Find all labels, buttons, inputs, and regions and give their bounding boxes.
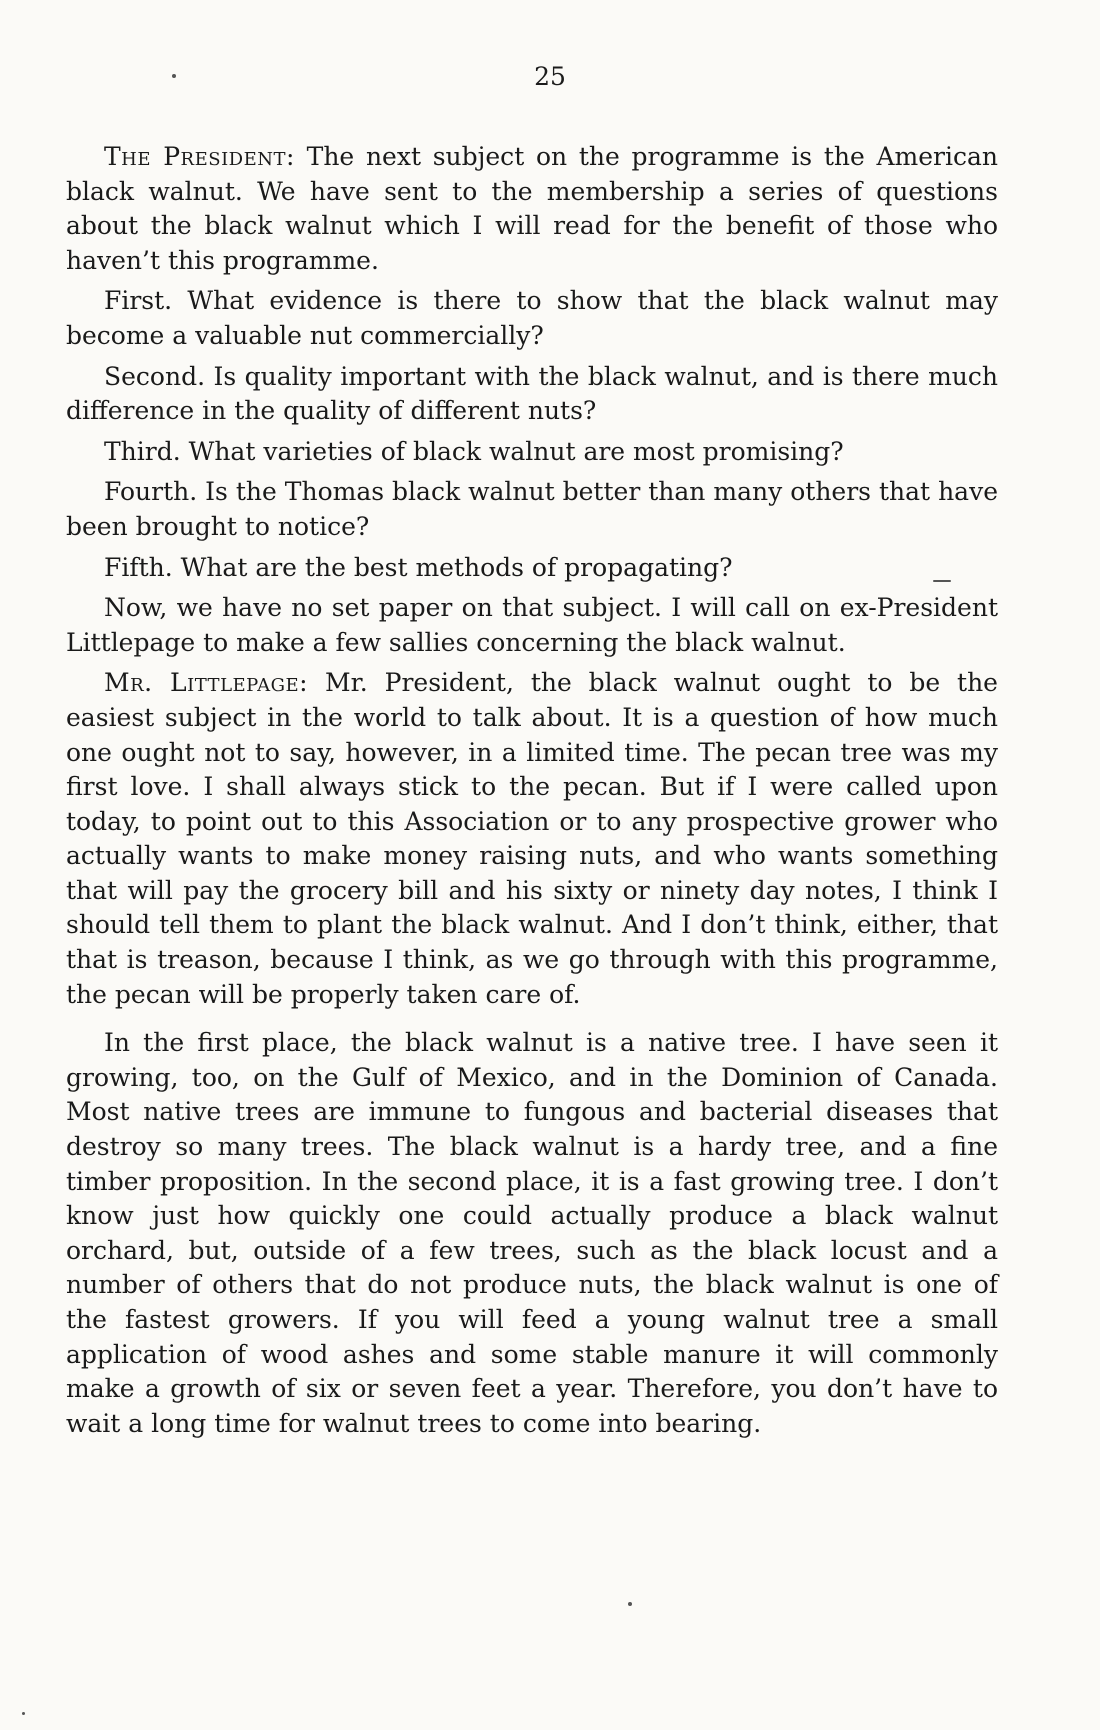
paragraph-question-fifth: Fifth. What are the best methods of propagating? bbox=[104, 552, 733, 582]
scan-speck bbox=[628, 1602, 632, 1606]
paragraph-question-third: Third. What varieties of black walnut are most promising? bbox=[104, 436, 844, 466]
paragraph-text: The next subject on the programme is the American black walnut. We have sent to the membership a series of questions about the black walnut which I will read for the benefit of those who haven’t this programme. bbox=[66, 142, 998, 275]
paragraph-text: Mr. President, the black walnut ought to be the easiest subject in the world to talk about. It is a question of how much one ought not to say, however, in a limited time. The pecan tree was my first love. I shall always stick to the pecan. But if I were called upon today, to point out to this Association or to any prospective grower who actually wants to make money raising nuts, and who wants something that will pay the grocery bill and his sixty or ninety day notes, I think I should tell them to plant the black walnut. And I don’t think, either, that that is treason, because I think, as we go through with this programme, the pecan will be properly taken care of. bbox=[66, 668, 998, 1009]
body-text bbox=[66, 140, 998, 1447]
speaker-label: Mr. Littlepage: bbox=[104, 668, 309, 698]
paragraph-question-first: First. What evidence is there to show that the black walnut may become a valuable nut commercially? bbox=[66, 286, 998, 350]
paragraph-call-littlepage: Now, we have no set paper on that subject. I will call on ex-President Littlepage to make a few sallies concerning the black walnut. bbox=[66, 593, 998, 657]
paragraph-littlepage-response bbox=[66, 666, 998, 1012]
paragraph-president-intro bbox=[66, 140, 998, 278]
scan-speck bbox=[172, 74, 176, 78]
scan-speck bbox=[933, 580, 951, 582]
scan-speck bbox=[22, 1712, 25, 1715]
paragraph-first-place: In the first place, the black walnut is a native tree. I have seen it growing, too, on the Gulf of Mexico, and in the Dominion of Canada. Most native trees are immune to fungous and bacterial diseases that destroy so many trees. The black walnut is a hardy tree, and a fine timber proposition. In the second place, it is a fast growing tree. I don’t know just how quickly one could actually produce a black walnut orchard, but, outside of a few trees, such as the black locust and a number of others that do not produce nuts, the black walnut is one of the fastest growers. If you will feed a young walnut tree a small application of wood ashes and some stable manure it will commonly make a growth of six or seven feet a year. Therefore, you don’t have to wait a long time for walnut trees to come into bearing. bbox=[66, 1028, 998, 1438]
page-number: 25 bbox=[534, 62, 566, 91]
paragraph-question-fourth: Fourth. Is the Thomas black walnut better than many others that have been brought to notice? bbox=[66, 477, 998, 541]
speaker-label: The President: bbox=[104, 142, 295, 171]
paragraph-question-second: Second. Is quality important with the black walnut, and is there much difference in the quality of different nuts? bbox=[66, 361, 998, 426]
